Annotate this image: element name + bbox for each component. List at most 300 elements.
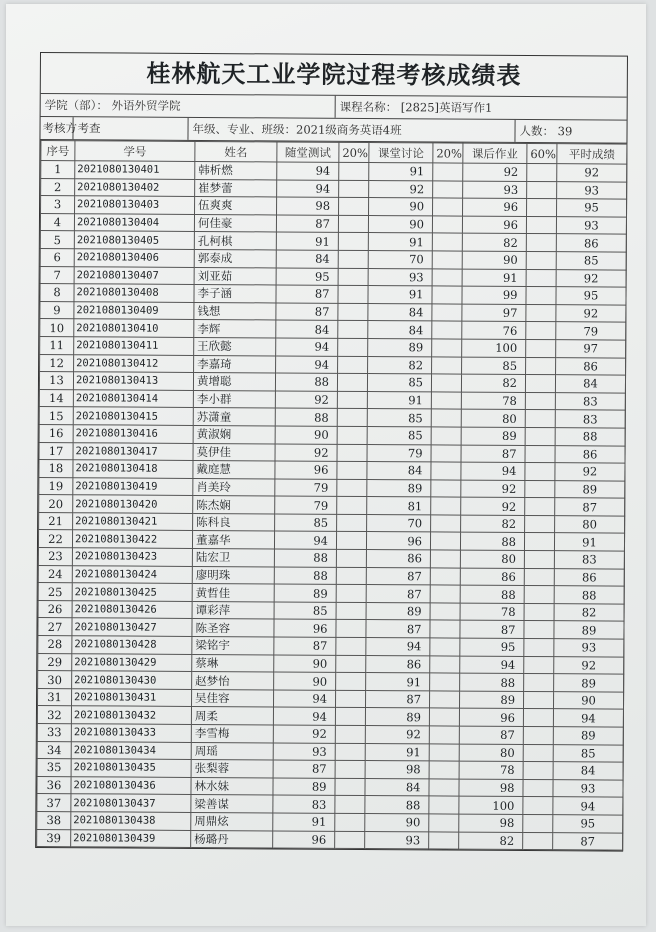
quiz-score: 90 xyxy=(274,672,336,690)
homework-weight-blank xyxy=(524,586,554,604)
quiz-score: 88 xyxy=(274,567,336,585)
course-label: 课程名称： xyxy=(339,99,398,115)
homework-weight-blank xyxy=(527,199,557,217)
homework-weight-blank xyxy=(525,463,555,481)
quiz-score: 88 xyxy=(275,408,337,426)
final-score: 87 xyxy=(553,832,623,850)
discussion-score: 84 xyxy=(368,303,432,321)
discussion-score: 70 xyxy=(367,514,431,532)
discussion-weight-blank xyxy=(430,638,460,656)
discussion-weight-blank xyxy=(432,304,462,322)
quiz-weight-blank xyxy=(338,321,368,339)
quiz-weight-blank xyxy=(335,796,365,814)
homework-score: 78 xyxy=(460,603,524,621)
homework-score: 82 xyxy=(461,515,525,533)
student-id: 2021080130424 xyxy=(72,565,192,583)
student-id: 2021080130417 xyxy=(73,442,193,460)
homework-score: 82 xyxy=(459,832,523,850)
quiz-score: 83 xyxy=(273,795,335,813)
student-id: 2021080130432 xyxy=(71,706,191,724)
quiz-weight-blank xyxy=(335,708,365,726)
student-id: 2021080130423 xyxy=(72,548,192,566)
quiz-score: 79 xyxy=(275,496,337,514)
discussion-weight-blank xyxy=(432,286,462,304)
discussion-score: 89 xyxy=(366,602,430,620)
discussion-score: 89 xyxy=(365,708,429,726)
student-name: 杨璐丹 xyxy=(191,830,273,848)
homework-score: 86 xyxy=(460,568,524,586)
paper-sheet xyxy=(6,4,646,926)
quiz-score: 94 xyxy=(274,690,336,708)
row-number: 13 xyxy=(39,372,73,390)
quiz-weight-blank xyxy=(335,778,365,796)
grade-table-body xyxy=(37,161,627,851)
discussion-weight-blank xyxy=(430,568,460,586)
student-name: 黄哲佳 xyxy=(192,584,274,602)
discussion-weight-blank xyxy=(432,356,462,374)
student-id: 2021080130436 xyxy=(71,776,191,794)
student-id: 2021080130404 xyxy=(74,213,194,231)
student-id: 2021080130430 xyxy=(72,671,192,689)
discussion-weight-blank xyxy=(431,480,461,498)
homework-weight-blank xyxy=(526,357,556,375)
student-name: 梁善谋 xyxy=(191,795,273,813)
discussion-score: 91 xyxy=(365,743,429,761)
discussion-score: 92 xyxy=(365,726,429,744)
row-number: 34 xyxy=(37,741,71,759)
discussion-score: 91 xyxy=(369,163,433,181)
student-name: 黄淑娴 xyxy=(193,425,275,443)
quiz-weight-blank xyxy=(336,549,366,567)
homework-weight-blank xyxy=(524,533,554,551)
row-number: 36 xyxy=(37,776,71,794)
quiz-score: 87 xyxy=(276,285,338,303)
college-value: 外语外贸学院 xyxy=(111,98,181,113)
discussion-weight-blank xyxy=(429,708,459,726)
final-score: 89 xyxy=(553,727,623,745)
row-number: 8 xyxy=(40,284,74,302)
quiz-weight-blank xyxy=(337,461,367,479)
quiz-weight-blank xyxy=(335,761,365,779)
discussion-weight-blank xyxy=(429,796,459,814)
quiz-weight-blank xyxy=(336,532,366,550)
discussion-weight-blank xyxy=(430,673,460,691)
quiz-weight-blank xyxy=(338,285,368,303)
discussion-weight-blank xyxy=(431,444,461,462)
discussion-weight-blank xyxy=(430,603,460,621)
count-value: 39 xyxy=(557,124,573,139)
quiz-weight-blank xyxy=(337,479,367,497)
final-score: 85 xyxy=(556,252,626,270)
final-score: 82 xyxy=(554,603,624,621)
header-final: 平时成绩 xyxy=(557,144,627,164)
homework-score: 82 xyxy=(462,233,526,251)
discussion-score: 84 xyxy=(367,462,431,480)
homework-score: 97 xyxy=(462,304,526,322)
quiz-score: 93 xyxy=(273,743,335,761)
row-number: 12 xyxy=(40,354,74,372)
quiz-score: 94 xyxy=(273,707,335,725)
homework-weight-blank xyxy=(525,375,555,393)
quiz-score: 84 xyxy=(276,250,338,268)
quiz-weight-blank xyxy=(336,567,366,585)
final-score: 92 xyxy=(554,656,624,674)
discussion-weight-blank xyxy=(433,180,463,198)
final-score: 93 xyxy=(556,216,626,234)
discussion-weight-blank xyxy=(433,198,463,216)
discussion-score: 88 xyxy=(365,796,429,814)
student-name: 李小群 xyxy=(193,390,275,408)
discussion-score: 91 xyxy=(366,673,430,691)
quiz-weight-blank xyxy=(338,303,368,321)
row-number: 15 xyxy=(39,407,73,425)
final-score: 89 xyxy=(554,621,624,639)
final-score: 87 xyxy=(555,498,625,516)
discussion-score: 94 xyxy=(366,638,430,656)
homework-weight-blank xyxy=(526,234,556,252)
student-name: 刘亚茹 xyxy=(194,267,276,285)
student-name: 黄增聪 xyxy=(193,373,275,391)
homework-score: 89 xyxy=(459,691,523,709)
student-name: 王欣懿 xyxy=(194,337,276,355)
quiz-weight-blank xyxy=(335,743,365,761)
final-score: 89 xyxy=(554,674,624,692)
student-id: 2021080130419 xyxy=(73,477,193,495)
student-name: 李嘉琦 xyxy=(194,355,276,373)
homework-score: 85 xyxy=(462,357,526,375)
discussion-weight-blank xyxy=(430,656,460,674)
row-number: 27 xyxy=(38,618,72,636)
student-name: 伍爽爽 xyxy=(195,197,277,215)
row-number: 29 xyxy=(38,653,72,671)
student-name: 张梨蓉 xyxy=(191,760,273,778)
student-id: 2021080130428 xyxy=(72,636,192,654)
student-id: 2021080130409 xyxy=(74,301,194,319)
quiz-score: 91 xyxy=(273,813,335,831)
student-name: 钱想 xyxy=(194,302,276,320)
quiz-weight-blank xyxy=(337,391,367,409)
homework-weight-blank xyxy=(525,498,555,516)
student-id: 2021080130435 xyxy=(71,759,191,777)
row-number: 4 xyxy=(40,213,74,231)
homework-score: 87 xyxy=(461,445,525,463)
row-number: 10 xyxy=(40,319,74,337)
header-name: 姓名 xyxy=(195,141,277,162)
row-number: 5 xyxy=(40,231,74,249)
discussion-score: 92 xyxy=(369,180,433,198)
quiz-score: 95 xyxy=(276,268,338,286)
final-score: 93 xyxy=(553,779,623,797)
quiz-weight-blank xyxy=(339,180,369,198)
quiz-weight-blank xyxy=(338,356,368,374)
course-value: [2825]英语写作1 xyxy=(400,100,493,115)
student-id: 2021080130414 xyxy=(73,389,193,407)
student-name: 董嘉华 xyxy=(192,531,274,549)
homework-score: 92 xyxy=(461,480,525,498)
row-number: 38 xyxy=(37,811,71,829)
homework-score: 90 xyxy=(462,251,526,269)
quiz-score: 96 xyxy=(274,619,336,637)
quiz-score: 88 xyxy=(275,373,337,391)
discussion-weight-blank xyxy=(429,743,459,761)
discussion-score: 93 xyxy=(368,268,432,286)
discussion-score: 89 xyxy=(368,338,432,356)
quiz-score: 94 xyxy=(277,180,339,198)
quiz-score: 89 xyxy=(273,778,335,796)
student-id: 2021080130427 xyxy=(72,618,192,636)
student-name: 周鼎炫 xyxy=(191,812,273,830)
row-number: 28 xyxy=(38,636,72,654)
student-id: 2021080130421 xyxy=(73,513,193,531)
student-id: 2021080130437 xyxy=(71,794,191,812)
quiz-score: 94 xyxy=(277,162,339,180)
homework-score: 88 xyxy=(460,673,524,691)
final-score: 94 xyxy=(553,797,623,815)
discussion-weight-blank xyxy=(429,691,459,709)
quiz-score: 79 xyxy=(275,479,337,497)
discussion-weight-blank xyxy=(429,726,459,744)
student-name: 崔梦蕾 xyxy=(195,179,277,197)
discussion-score: 93 xyxy=(365,831,429,849)
final-score: 83 xyxy=(554,551,624,569)
quiz-score: 96 xyxy=(275,461,337,479)
homework-score: 98 xyxy=(459,814,523,832)
discussion-weight-blank xyxy=(429,831,459,849)
quiz-score: 98 xyxy=(277,197,339,215)
student-name: 肖美玲 xyxy=(193,478,275,496)
final-score: 92 xyxy=(557,164,627,182)
quiz-score: 87 xyxy=(276,303,338,321)
homework-weight-blank xyxy=(524,638,554,656)
student-id: 2021080130405 xyxy=(74,231,194,249)
final-score: 93 xyxy=(554,639,624,657)
discussion-score: 84 xyxy=(365,778,429,796)
quiz-weight-blank xyxy=(336,673,366,691)
quiz-weight-blank xyxy=(337,444,367,462)
final-score: 92 xyxy=(556,269,626,287)
quiz-score: 94 xyxy=(276,355,338,373)
student-name: 陆宏卫 xyxy=(192,549,274,567)
quiz-score: 92 xyxy=(273,725,335,743)
discussion-weight-blank xyxy=(431,374,461,392)
homework-score: 96 xyxy=(459,708,523,726)
discussion-weight-blank xyxy=(432,339,462,357)
student-name: 蔡琳 xyxy=(192,654,274,672)
homework-score: 94 xyxy=(460,656,524,674)
grade-table xyxy=(36,140,627,851)
page-title: 桂林航天工业学院过程考核成绩表 xyxy=(41,53,627,98)
quiz-weight-blank xyxy=(337,373,367,391)
student-id: 2021080130410 xyxy=(74,319,194,337)
final-score: 88 xyxy=(554,586,624,604)
quiz-weight-blank xyxy=(336,637,366,655)
row-number: 17 xyxy=(39,442,73,460)
final-score: 89 xyxy=(555,480,625,498)
discussion-score: 91 xyxy=(368,233,432,251)
homework-weight-blank xyxy=(526,339,556,357)
row-number: 14 xyxy=(39,389,73,407)
grade-sheet xyxy=(35,52,628,852)
quiz-weight-blank xyxy=(338,215,368,233)
final-score: 94 xyxy=(553,709,623,727)
quiz-weight-blank xyxy=(335,831,365,849)
row-number: 2 xyxy=(41,178,75,196)
quiz-weight-blank xyxy=(339,162,369,180)
homework-score: 92 xyxy=(463,163,527,181)
discussion-weight-blank xyxy=(429,761,459,779)
student-id: 2021080130433 xyxy=(71,724,191,742)
final-score: 84 xyxy=(553,762,623,780)
homework-score: 82 xyxy=(461,374,525,392)
quiz-weight-blank xyxy=(336,602,366,620)
final-score: 85 xyxy=(553,744,623,762)
college-cell xyxy=(41,94,336,118)
quiz-score: 85 xyxy=(275,514,337,532)
row-number: 32 xyxy=(37,706,71,724)
quiz-weight-blank xyxy=(337,426,367,444)
final-score: 95 xyxy=(553,815,623,833)
student-name: 陈杰娴 xyxy=(193,496,275,514)
count-label: 人数： xyxy=(519,123,555,139)
quiz-score: 91 xyxy=(276,232,338,250)
quiz-weight-blank xyxy=(337,497,367,515)
discussion-weight-blank xyxy=(431,409,461,427)
discussion-score: 87 xyxy=(366,567,430,585)
homework-score: 100 xyxy=(462,339,526,357)
student-id: 2021080130438 xyxy=(71,812,191,830)
student-name: 李雪梅 xyxy=(191,724,273,742)
homework-weight-blank xyxy=(523,744,553,762)
row-number: 35 xyxy=(37,759,71,777)
student-id: 2021080130403 xyxy=(75,196,195,214)
student-id: 2021080130429 xyxy=(72,653,192,671)
final-score: 84 xyxy=(555,375,625,393)
student-name: 吴佳容 xyxy=(192,689,274,707)
quiz-weight-blank xyxy=(335,813,365,831)
quiz-weight-blank xyxy=(337,409,367,427)
discussion-score: 87 xyxy=(366,585,430,603)
discussion-score: 91 xyxy=(368,286,432,304)
quiz-weight-blank xyxy=(338,268,368,286)
student-id: 2021080130434 xyxy=(71,741,191,759)
student-id: 2021080130411 xyxy=(74,337,194,355)
discussion-weight-blank xyxy=(432,216,462,234)
grade-info: 年级、专业、班级：2021级商务英语4班 xyxy=(188,118,515,142)
course-cell xyxy=(336,96,627,120)
homework-weight-blank xyxy=(523,762,553,780)
homework-weight-blank xyxy=(523,779,553,797)
quiz-weight-blank xyxy=(338,233,368,251)
homework-weight-blank xyxy=(525,480,555,498)
discussion-weight-blank xyxy=(433,163,463,181)
homework-weight-blank xyxy=(524,551,554,569)
homework-weight-blank xyxy=(525,515,555,533)
discussion-weight-blank xyxy=(431,462,461,480)
row-number: 33 xyxy=(37,723,71,741)
student-name: 李子涵 xyxy=(194,285,276,303)
discussion-score: 89 xyxy=(367,479,431,497)
student-name: 廖明珠 xyxy=(192,566,274,584)
row-number: 24 xyxy=(38,565,72,583)
student-id: 2021080130408 xyxy=(74,284,194,302)
final-score: 83 xyxy=(555,410,625,428)
homework-weight-blank xyxy=(525,410,555,428)
homework-score: 98 xyxy=(459,779,523,797)
discussion-weight-blank xyxy=(430,532,460,550)
homework-weight-blank xyxy=(523,832,553,850)
homework-weight-blank xyxy=(524,674,554,692)
quiz-score: 94 xyxy=(274,531,336,549)
homework-score: 96 xyxy=(463,198,527,216)
student-id: 2021080130415 xyxy=(73,407,193,425)
student-name: 林水妹 xyxy=(191,777,273,795)
quiz-weight-blank xyxy=(337,514,367,532)
row-number: 25 xyxy=(38,583,72,601)
homework-score: 94 xyxy=(461,462,525,480)
homework-weight-blank xyxy=(527,181,557,199)
discussion-score: 84 xyxy=(368,321,432,339)
homework-weight-blank xyxy=(525,427,555,445)
student-id: 2021080130418 xyxy=(73,460,193,478)
homework-weight-blank xyxy=(524,656,554,674)
student-name: 周柔 xyxy=(191,707,273,725)
homework-weight-blank xyxy=(523,797,553,815)
homework-score: 99 xyxy=(462,286,526,304)
row-number: 11 xyxy=(40,336,74,354)
quiz-score: 90 xyxy=(275,426,337,444)
header-homework: 课后作业 xyxy=(463,143,527,163)
student-name: 苏潇童 xyxy=(193,408,275,426)
student-name: 梁铭宇 xyxy=(192,636,274,654)
student-name: 韩析燃 xyxy=(195,161,277,179)
student-id: 2021080130413 xyxy=(73,372,193,390)
header-student-id: 学号 xyxy=(75,141,195,162)
final-score: 80 xyxy=(555,516,625,534)
homework-score: 88 xyxy=(460,585,524,603)
final-score: 86 xyxy=(555,445,625,463)
discussion-weight-blank xyxy=(432,251,462,269)
student-id: 2021080130402 xyxy=(75,178,195,196)
row-number: 21 xyxy=(39,512,73,530)
final-score: 86 xyxy=(556,234,626,252)
homework-score: 93 xyxy=(463,181,527,199)
row-number: 7 xyxy=(40,266,74,284)
homework-score: 80 xyxy=(460,550,524,568)
homework-weight-blank xyxy=(524,568,554,586)
student-id: 2021080130407 xyxy=(74,266,194,284)
discussion-score: 87 xyxy=(365,690,429,708)
homework-weight-blank xyxy=(526,269,556,287)
quiz-score: 88 xyxy=(274,549,336,567)
row-number: 6 xyxy=(40,248,74,266)
discussion-score: 81 xyxy=(367,497,431,515)
exam-type-value: 考查 xyxy=(73,117,188,140)
discussion-weight-blank xyxy=(432,233,462,251)
quiz-score: 87 xyxy=(273,760,335,778)
discussion-score: 85 xyxy=(367,409,431,427)
final-score: 86 xyxy=(556,357,626,375)
row-number: 26 xyxy=(38,600,72,618)
row-number: 39 xyxy=(37,829,71,847)
student-name: 陈圣容 xyxy=(192,619,274,637)
student-id: 2021080130412 xyxy=(74,354,194,372)
homework-score: 76 xyxy=(462,321,526,339)
header-quiz-weight: 20% xyxy=(339,142,369,162)
header-discussion: 课堂讨论 xyxy=(369,143,433,163)
quiz-weight-blank xyxy=(335,690,365,708)
homework-weight-blank xyxy=(523,814,553,832)
quiz-weight-blank xyxy=(336,620,366,638)
